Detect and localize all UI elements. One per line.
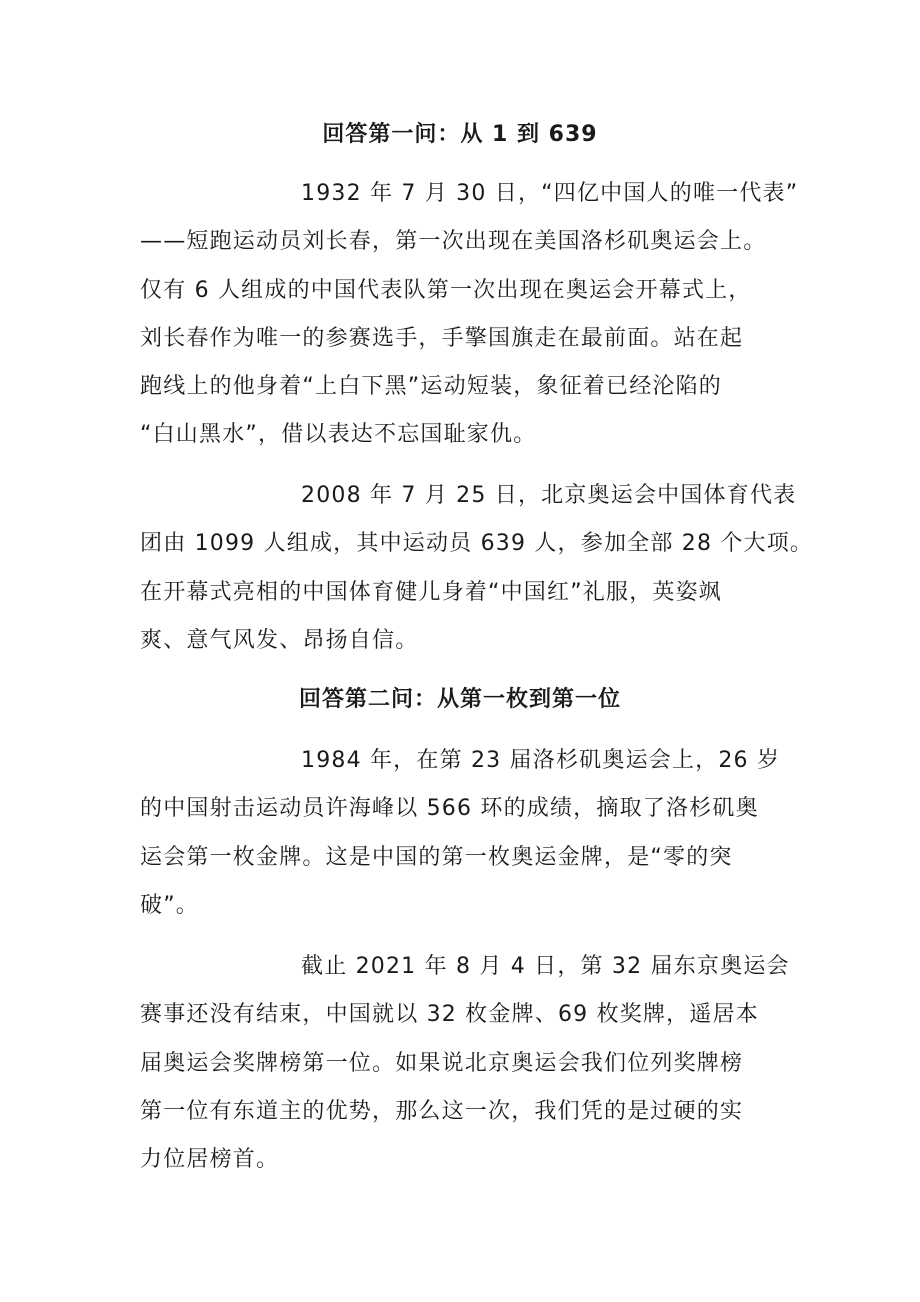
text-line: 团由 1099 人组成，其中运动员 639 人，参加全部 28 个大项。 (140, 531, 814, 557)
text-line: 届奥运会奖牌榜第一位。如果说北京奥运会我们位列奖牌榜 (140, 1050, 744, 1076)
text-line: 刘长春作为唯一的参赛选手，手擎国旗走在最前面。站在起 (140, 325, 744, 351)
text-line: 仅有 6 人组成的中国代表队第一次出现在奥运会开幕式上， (140, 277, 752, 303)
text-line: 赛事还没有结束，中国就以 32 枚金牌、69 枚奖牌，遥居本 (140, 1002, 759, 1028)
text-line: 运会第一枚金牌。这是中国的第一枚奥运金牌，是“零的突 (140, 844, 733, 870)
section2-paragraph-2 (140, 943, 790, 1184)
text-line: 的中国射击运动员许海峰以 566 环的成绩，摘取了洛杉矶奥 (140, 796, 759, 822)
section2-heading: 回答第二问：从第一枚到第一位 (298, 687, 621, 712)
text-line: 第一位有东道主的优势，那么这一次，我们凭的是过硬的实 (140, 1098, 744, 1124)
text-line: 爽、意气风发、昂扬自信。 (140, 627, 419, 653)
text-line: ——短跑运动员刘长春，第一次出现在美国洛杉矶奥运会上。 (140, 229, 767, 255)
text-line: 截止 2021 年 8 月 4 日，第 32 届东京奥运会 (301, 954, 790, 979)
text-line: “白山黑水”，借以表达不忘国耻家仇。 (140, 422, 537, 448)
text-line: 跑线上的他身着“上白下黑”运动短装，象征着已经沦陷的 (140, 374, 722, 400)
section1-paragraph-1 (140, 170, 799, 460)
section1-paragraph-2 (140, 472, 814, 665)
text-line: 2008 年 7 月 25 日，北京奥运会中国体育代表 (301, 483, 797, 508)
text-line: 力位居榜首。 (140, 1147, 280, 1173)
section2-paragraph-1 (140, 737, 790, 930)
text-line: 破”。 (140, 892, 199, 918)
text-line: 1984 年，在第 23 届洛杉矶奥运会上，26 岁 (301, 748, 781, 773)
section1-heading: 回答第一问：从 1 到 639 (322, 122, 598, 147)
text-line: 在开幕式亮相的中国体育健儿身着“中国红”礼服，英姿飒 (140, 579, 722, 605)
text-line: 1932 年 7 月 30 日，“四亿中国人的唯一代表” (301, 181, 799, 206)
